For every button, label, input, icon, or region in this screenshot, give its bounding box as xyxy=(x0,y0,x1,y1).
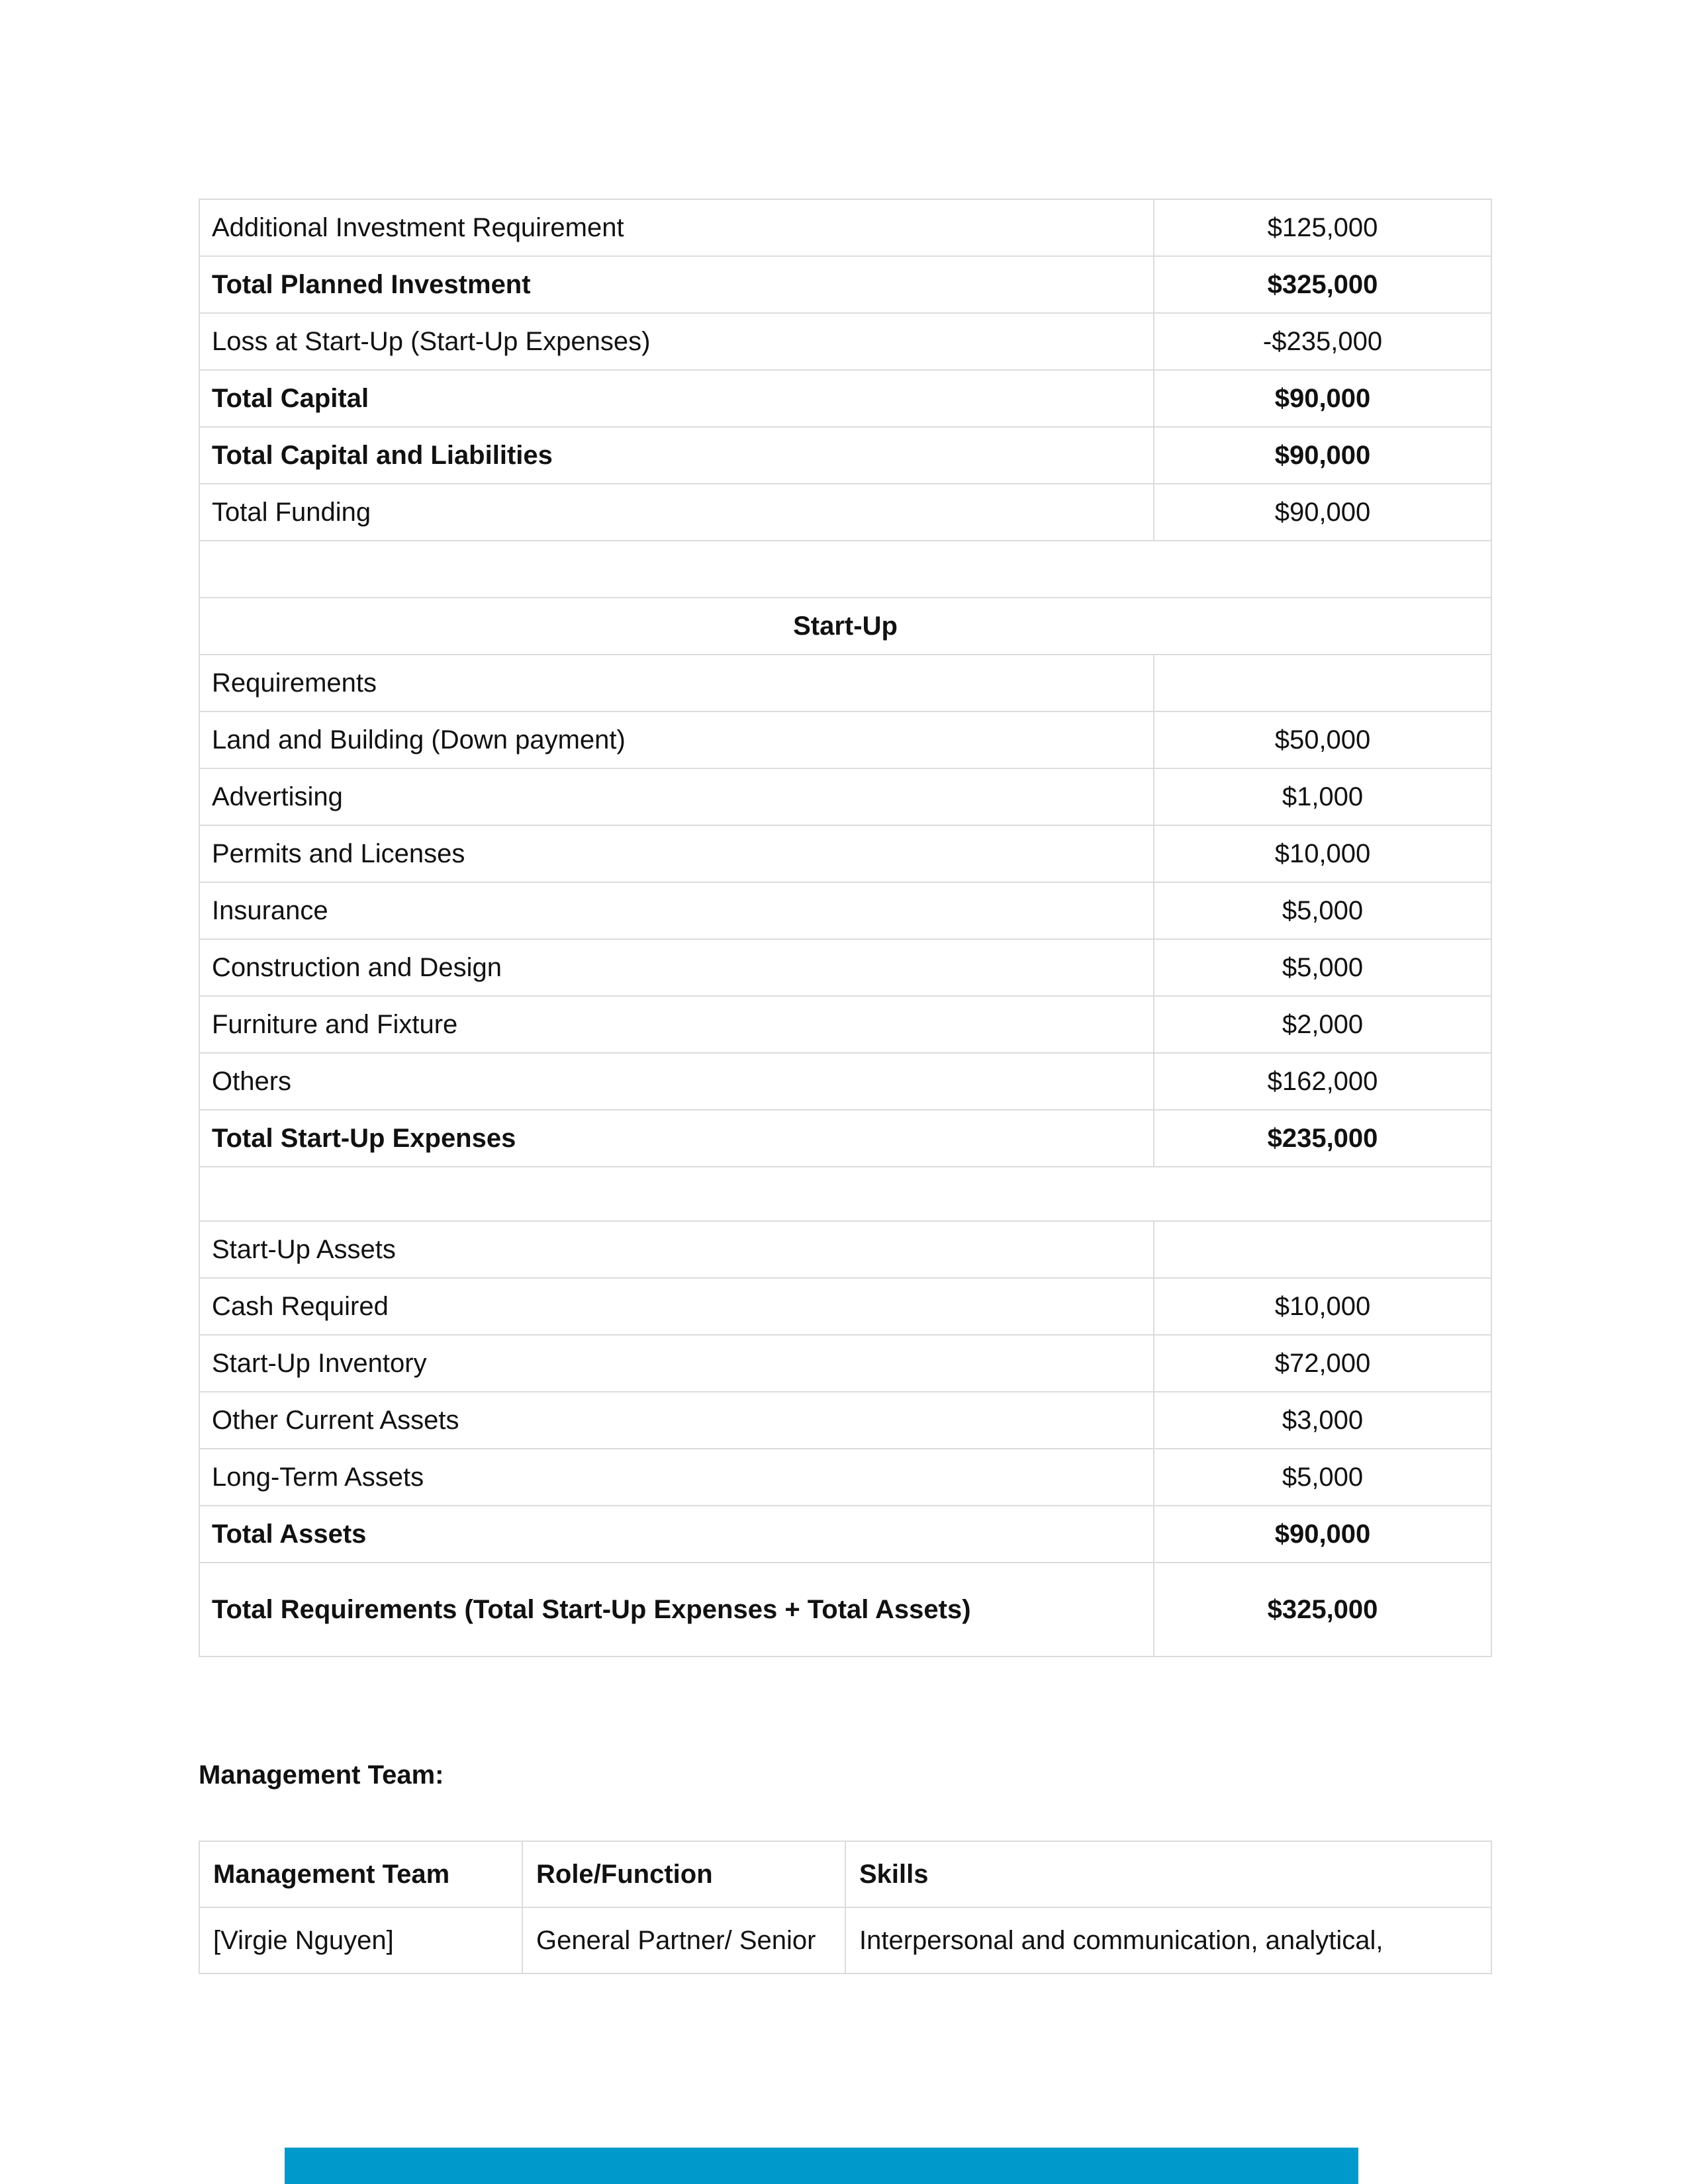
startup-financials-table xyxy=(199,199,1492,1657)
table-row xyxy=(199,199,1491,256)
row-value: $235,000 xyxy=(1154,1110,1491,1167)
table-row xyxy=(199,484,1491,541)
table-row xyxy=(199,882,1491,939)
row-value: $325,000 xyxy=(1154,1563,1491,1657)
team-member-role: General Partner/ Senior xyxy=(522,1907,845,1974)
row-label: Long-Term Assets xyxy=(199,1449,1154,1506)
table-row xyxy=(199,256,1491,313)
row-value: $90,000 xyxy=(1154,1506,1491,1563)
row-label: Total Assets xyxy=(199,1506,1154,1563)
row-label: Others xyxy=(199,1053,1154,1110)
column-header: Skills xyxy=(845,1841,1491,1907)
row-value xyxy=(1154,1221,1491,1278)
row-label: Construction and Design xyxy=(199,939,1154,996)
row-label: Start-Up Assets xyxy=(199,1221,1154,1278)
row-label: Loss at Start-Up (Start-Up Expenses) xyxy=(199,313,1154,370)
row-value: $325,000 xyxy=(1154,256,1491,313)
team-member-name: [Virgie Nguyen] xyxy=(199,1907,522,1974)
table-row xyxy=(199,939,1491,996)
row-label: Total Planned Investment xyxy=(199,256,1154,313)
row-value xyxy=(1154,655,1491,711)
row-label: Total Start-Up Expenses xyxy=(199,1110,1154,1167)
row-label: Permits and Licenses xyxy=(199,825,1154,882)
row-label: Additional Investment Requirement xyxy=(199,199,1154,256)
table-row xyxy=(199,1221,1491,1278)
table-row xyxy=(199,1335,1491,1392)
table-row xyxy=(199,655,1491,711)
blank-row xyxy=(199,1167,1491,1221)
management-team-table xyxy=(199,1841,1492,1974)
table-row xyxy=(199,1392,1491,1449)
row-value: $1,000 xyxy=(1154,768,1491,825)
row-value: $10,000 xyxy=(1154,1278,1491,1335)
blank-cell xyxy=(199,1167,1491,1221)
row-label: Land and Building (Down payment) xyxy=(199,711,1154,768)
blank-row xyxy=(199,541,1491,598)
column-header: Role/Function xyxy=(522,1841,845,1907)
row-value: $50,000 xyxy=(1154,711,1491,768)
row-value: $5,000 xyxy=(1154,882,1491,939)
table-row xyxy=(199,768,1491,825)
row-value: $90,000 xyxy=(1154,484,1491,541)
row-label: Start-Up Inventory xyxy=(199,1335,1154,1392)
row-label: Total Capital xyxy=(199,370,1154,427)
table-row xyxy=(199,1563,1491,1657)
row-label: Furniture and Fixture xyxy=(199,996,1154,1053)
row-label: Total Funding xyxy=(199,484,1154,541)
table-row xyxy=(199,1449,1491,1506)
table-row xyxy=(199,1278,1491,1335)
row-label: Insurance xyxy=(199,882,1154,939)
row-value: $2,000 xyxy=(1154,996,1491,1053)
row-value: $10,000 xyxy=(1154,825,1491,882)
row-label: Cash Required xyxy=(199,1278,1154,1335)
table-row xyxy=(199,711,1491,768)
row-label: Advertising xyxy=(199,768,1154,825)
table-row xyxy=(199,313,1491,370)
row-value: $90,000 xyxy=(1154,427,1491,484)
row-value: -$235,000 xyxy=(1154,313,1491,370)
table-row xyxy=(199,1053,1491,1110)
column-header: Management Team xyxy=(199,1841,522,1907)
table-row xyxy=(199,1907,1491,1974)
table-row xyxy=(199,370,1491,427)
row-value: $90,000 xyxy=(1154,370,1491,427)
section-title: Start-Up xyxy=(199,598,1491,655)
footer-accent-bar xyxy=(285,2148,1358,2184)
row-label: Other Current Assets xyxy=(199,1392,1154,1449)
row-label: Requirements xyxy=(199,655,1154,711)
row-label: Total Requirements (Total Start-Up Expenses + Total Assets) xyxy=(199,1563,1154,1657)
section-header-row xyxy=(199,598,1491,655)
row-value: $5,000 xyxy=(1154,939,1491,996)
table-header-row xyxy=(199,1841,1491,1907)
table-row xyxy=(199,996,1491,1053)
row-label: Total Capital and Liabilities xyxy=(199,427,1154,484)
row-value: $125,000 xyxy=(1154,199,1491,256)
blank-cell xyxy=(199,541,1491,598)
row-value: $162,000 xyxy=(1154,1053,1491,1110)
row-value: $72,000 xyxy=(1154,1335,1491,1392)
table-row xyxy=(199,1110,1491,1167)
table-row xyxy=(199,1506,1491,1563)
management-team-heading: Management Team: xyxy=(199,1760,444,1790)
row-value: $3,000 xyxy=(1154,1392,1491,1449)
table-row xyxy=(199,427,1491,484)
team-member-skills: Interpersonal and communication, analytical, xyxy=(845,1907,1491,1974)
table-row xyxy=(199,825,1491,882)
row-value: $5,000 xyxy=(1154,1449,1491,1506)
